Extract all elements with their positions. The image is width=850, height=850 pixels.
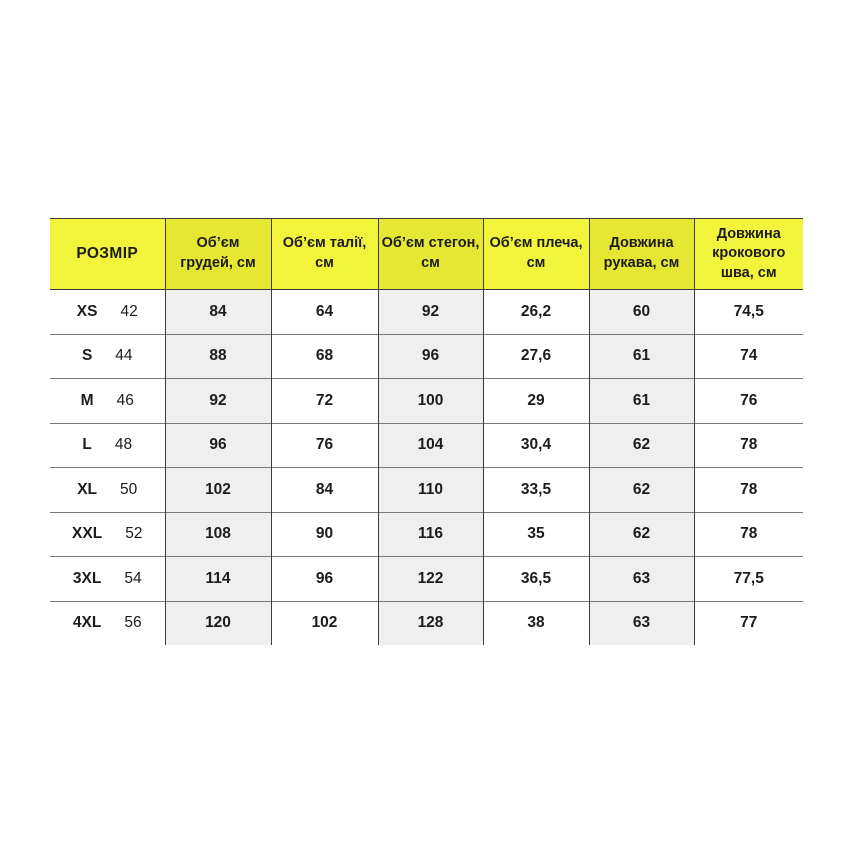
- value-cell-chest: 84: [165, 290, 271, 335]
- size-cell: [50, 334, 165, 379]
- size-label: XXL: [72, 525, 103, 543]
- size-cell: [50, 468, 165, 513]
- table-row-l: [50, 423, 803, 468]
- value-cell-shoulder: 33,5: [483, 468, 589, 513]
- size-chart: [50, 218, 803, 645]
- value-cell-inseam: 78: [694, 468, 803, 513]
- table-row-4xl: [50, 601, 803, 645]
- size-cell: [50, 557, 165, 602]
- table-row-xl: [50, 468, 803, 513]
- value-cell-shoulder: 27,6: [483, 334, 589, 379]
- size-number: 50: [120, 480, 138, 498]
- value-cell-sleeve: 61: [589, 379, 694, 424]
- value-cell-sleeve: 60: [589, 290, 694, 335]
- value-cell-waist: 96: [271, 557, 378, 602]
- size-table: [50, 218, 803, 645]
- table-row-m: [50, 379, 803, 424]
- value-cell-hips: 96: [378, 334, 483, 379]
- value-cell-shoulder: 30,4: [483, 423, 589, 468]
- size-number: 44: [115, 347, 133, 365]
- value-cell-chest: 108: [165, 512, 271, 557]
- size-number: 56: [124, 614, 142, 632]
- value-cell-chest: 120: [165, 601, 271, 645]
- value-cell-waist: 72: [271, 379, 378, 424]
- header-sleeve: Довжина рукава, см: [589, 219, 694, 290]
- size-label: M: [80, 391, 94, 409]
- size-number: 46: [116, 391, 134, 409]
- size-number: 52: [125, 525, 143, 543]
- table-body: [50, 290, 803, 646]
- value-cell-waist: 68: [271, 334, 378, 379]
- value-cell-hips: 122: [378, 557, 483, 602]
- value-cell-waist: 76: [271, 423, 378, 468]
- table-row-xxl: [50, 512, 803, 557]
- size-cell: [50, 601, 165, 645]
- table-row-xs: [50, 290, 803, 335]
- size-cell: [50, 512, 165, 557]
- value-cell-sleeve: 62: [589, 423, 694, 468]
- value-cell-sleeve: 63: [589, 601, 694, 645]
- table-header: [50, 219, 803, 290]
- header-size: РОЗМІР: [50, 219, 165, 290]
- value-cell-chest: 102: [165, 468, 271, 513]
- value-cell-shoulder: 29: [483, 379, 589, 424]
- value-cell-chest: 96: [165, 423, 271, 468]
- size-label: XL: [77, 480, 98, 498]
- value-cell-inseam: 76: [694, 379, 803, 424]
- header-hips: Об’єм стегон, см: [378, 219, 483, 290]
- value-cell-hips: 116: [378, 512, 483, 557]
- header-row: [50, 219, 803, 290]
- value-cell-waist: 84: [271, 468, 378, 513]
- size-label: 3XL: [72, 569, 102, 587]
- value-cell-shoulder: 36,5: [483, 557, 589, 602]
- value-cell-inseam: 74: [694, 334, 803, 379]
- size-label: L: [82, 436, 92, 454]
- header-chest: Об’єм грудей, см: [165, 219, 271, 290]
- size-number: 48: [114, 436, 133, 454]
- value-cell-inseam: 78: [694, 512, 803, 557]
- value-cell-inseam: 77: [694, 601, 803, 645]
- size-label: 4XL: [72, 614, 102, 632]
- header-shoulder: Об’єм плеча, см: [483, 219, 589, 290]
- header-inseam: Довжина крокового шва, см: [694, 219, 803, 290]
- size-number: 42: [120, 302, 138, 320]
- value-cell-chest: 92: [165, 379, 271, 424]
- value-cell-hips: 110: [378, 468, 483, 513]
- size-number: 54: [124, 569, 142, 587]
- value-cell-hips: 92: [378, 290, 483, 335]
- table-row-3xl: [50, 557, 803, 602]
- value-cell-sleeve: 61: [589, 334, 694, 379]
- value-cell-waist: 90: [271, 512, 378, 557]
- header-waist: Об’єм талії, см: [271, 219, 378, 290]
- value-cell-hips: 100: [378, 379, 483, 424]
- value-cell-shoulder: 38: [483, 601, 589, 645]
- size-cell: [50, 379, 165, 424]
- value-cell-sleeve: 63: [589, 557, 694, 602]
- value-cell-hips: 104: [378, 423, 483, 468]
- value-cell-sleeve: 62: [589, 512, 694, 557]
- size-label: XS: [76, 302, 98, 320]
- value-cell-waist: 64: [271, 290, 378, 335]
- size-cell: [50, 290, 165, 335]
- value-cell-chest: 88: [165, 334, 271, 379]
- value-cell-inseam: 77,5: [694, 557, 803, 602]
- size-label: S: [81, 347, 93, 365]
- value-cell-chest: 114: [165, 557, 271, 602]
- value-cell-hips: 128: [378, 601, 483, 645]
- value-cell-sleeve: 62: [589, 468, 694, 513]
- table-row-s: [50, 334, 803, 379]
- value-cell-waist: 102: [271, 601, 378, 645]
- value-cell-inseam: 74,5: [694, 290, 803, 335]
- value-cell-shoulder: 26,2: [483, 290, 589, 335]
- size-cell: [50, 423, 165, 468]
- value-cell-shoulder: 35: [483, 512, 589, 557]
- value-cell-inseam: 78: [694, 423, 803, 468]
